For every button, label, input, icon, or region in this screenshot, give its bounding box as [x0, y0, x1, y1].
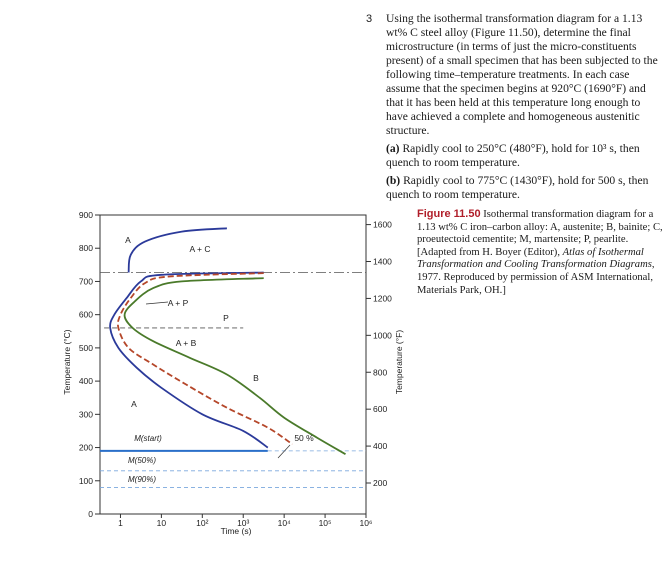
y-tick-label-f: 800 [373, 367, 388, 378]
y-tick-label-c: 500 [78, 342, 93, 353]
region-label: A + P [167, 298, 189, 308]
region-label: 50 % [294, 433, 314, 443]
y-tick-label-c: 400 [78, 376, 93, 387]
caption-text-1: Isothermal transformation diagram for a 1.13 wt% C iron–carbon alloy: A, austenite; B, bainite; C, proeutectoid cementite; M, martensite; P, pearlite. [Adapted from H. Boyer (Editor), [417, 209, 663, 258]
ticks [79, 210, 392, 528]
martensite-label: M(90%) [127, 475, 157, 484]
part-b-label: (b) [386, 174, 401, 187]
y-tick-label-c: 0 [88, 509, 93, 519]
problem-number: 3 [366, 13, 373, 25]
martensite-label: M(50%) [127, 456, 157, 465]
y-tick-label-f: 1600 [373, 219, 392, 230]
y-tick-label-f: 200 [373, 477, 388, 488]
x-tick-label: 10⁶ [359, 518, 373, 528]
curve-2 [118, 273, 292, 444]
y-tick-label-c: 900 [78, 210, 93, 220]
y-tick-label-c: 600 [78, 309, 93, 320]
x-tick-label: 1 [118, 518, 123, 528]
caption-text-2: , 1977. Reproduced by permission of ASM International, Materials Park, OH.] [417, 259, 655, 296]
y-tick-label-f: 400 [373, 441, 388, 452]
y-tick-label-f: 1400 [373, 256, 392, 267]
region-label: A [125, 235, 131, 245]
part-a-text: Rapidly cool to 250°C (480°F), hold for 10³ s, then quench to room temperature. [386, 142, 640, 169]
y-tick-label-c: 300 [78, 409, 93, 420]
region-label: B [253, 373, 259, 383]
y-tick-label-f: 1200 [373, 293, 392, 304]
caption-italic: Atlas of Isothermal Transformation and Cooling Transformation Diagrams [417, 246, 652, 271]
curves [110, 228, 345, 454]
y-tick-label-c: 800 [78, 243, 93, 254]
curve-0 [129, 228, 227, 272]
x-axis-title: Time (s) [220, 526, 252, 536]
y-tick-label-c: 700 [78, 276, 93, 287]
curve-1 [110, 273, 268, 448]
figure-title: Figure 11.50 [417, 208, 481, 220]
x-tick-label: 10⁵ [318, 518, 332, 528]
leader-50 [278, 445, 290, 458]
region-label: A + B [175, 338, 197, 348]
y-axis-title-left: Temperature (°C) [62, 329, 72, 395]
y-tick-label-c: 100 [78, 475, 93, 486]
y-tick-label-f: 1000 [373, 330, 392, 341]
region-label: A [131, 399, 137, 409]
problem-intro: Using the isothermal transformation diagram for a 1.13 wt% C steel alloy (Figure 11.50), determine the final microstructure (in terms of just the micro-constituents present) of a small specimen that has been subjected to the following time–temperature treatments. In each case assume that the specimen begins at 920°C (1690°F) and that it has been held at this temperature long enough to have achieved a complete and homogeneous austenitic structure. [386, 12, 658, 137]
x-tick-label: 10 [156, 518, 167, 528]
martensite-label: M(start) [134, 434, 162, 443]
y-axis-title-right: Temperature (°F) [394, 329, 404, 395]
y-tick-label-c: 200 [78, 442, 93, 453]
x-tick-label: 10² [196, 518, 209, 528]
part-a-label: (a) [386, 142, 400, 155]
y-tick-label-f: 600 [373, 404, 388, 415]
region-label: A + C [189, 244, 211, 254]
leader-a-p [146, 302, 168, 304]
plot-border [100, 215, 366, 514]
x-tick-label: 10³ [237, 518, 250, 528]
x-tick-label: 10⁴ [277, 518, 291, 528]
plot-frame [100, 215, 366, 514]
part-b-text: Rapidly cool to 775°C (1430°F), hold for 500 s, then quench to room temperature. [386, 174, 649, 201]
region-label: P [223, 313, 229, 323]
